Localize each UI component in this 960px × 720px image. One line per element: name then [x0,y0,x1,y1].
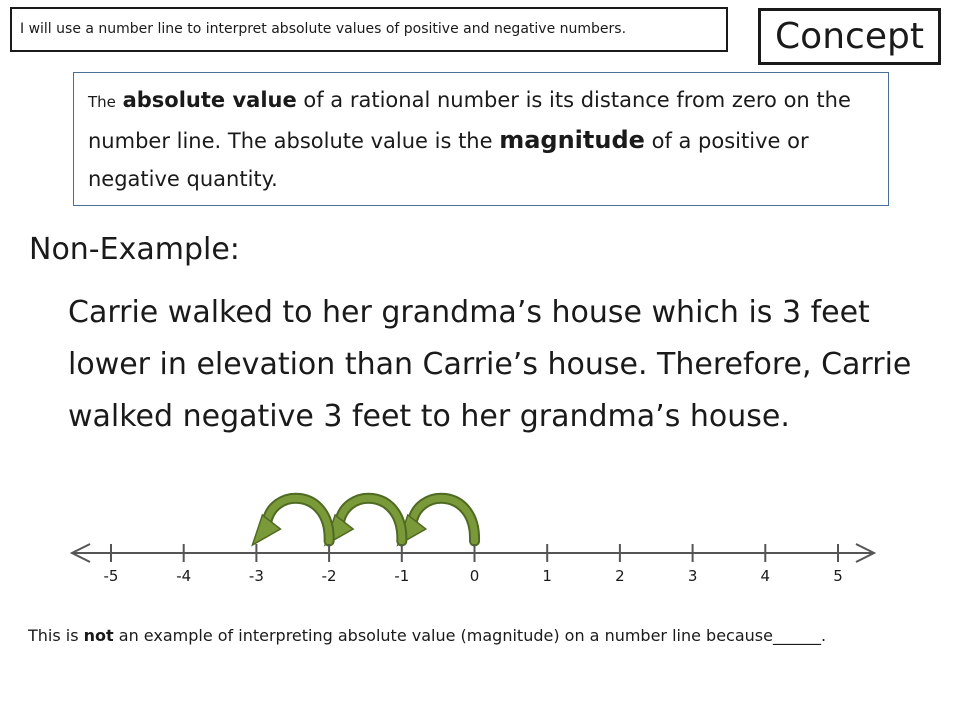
definition-text-2: of a positive or negative quantity. [88,129,809,191]
footer-end: . [820,626,827,645]
concept-box [758,8,941,65]
number-line-axis [72,544,874,562]
tick-label: 2 [615,567,625,585]
definition-text-1: of a rational number is its distance from zero on the number line. The absolute value is the [88,88,851,153]
definition-box [73,72,889,206]
jump-arrow [412,498,475,541]
jump-arrow [266,498,329,541]
definition-term-magnitude: magnitude [499,126,645,154]
jump-arrow [339,498,402,541]
jump-arrowhead-icon [252,515,280,545]
definition-term-absolute-value: absolute value [122,88,297,112]
footer-emphasis: not [83,626,114,645]
tick-label: 0 [469,567,480,585]
tick-label: -2 [321,567,337,585]
non-example-heading: Non-Example: [29,232,240,267]
concept-label: Concept [775,16,924,57]
objective-box [10,7,728,52]
tick-marks [104,544,843,585]
tick-label: -5 [103,567,119,585]
definition-lead: The [88,93,116,111]
tick-label: 3 [687,567,698,585]
tick-label: 4 [760,567,771,585]
footer-text-2: an example of interpreting absolute value (magnitude) on a number line because [113,626,773,645]
objective-text: I will use a number line to interpret absolute values of positive and negative numbers. [20,21,627,37]
tick-label: -4 [176,567,192,585]
answer-blank: ______ [772,626,821,645]
tick-label: -1 [394,567,410,585]
tick-label: 1 [542,567,552,585]
footer-text-1: This is [28,626,84,645]
number-line [64,486,894,591]
tick-label: 5 [833,567,843,585]
footer-text [28,624,928,647]
tick-label: -3 [248,567,264,585]
jump-arrows [252,498,474,545]
example-text: Carrie walked to her grandma’s house which is 3 feet lower in elevation than Carrie’s house. Therefore, Carrie walked negative 3 feet to her grandma’s house. [68,295,912,434]
